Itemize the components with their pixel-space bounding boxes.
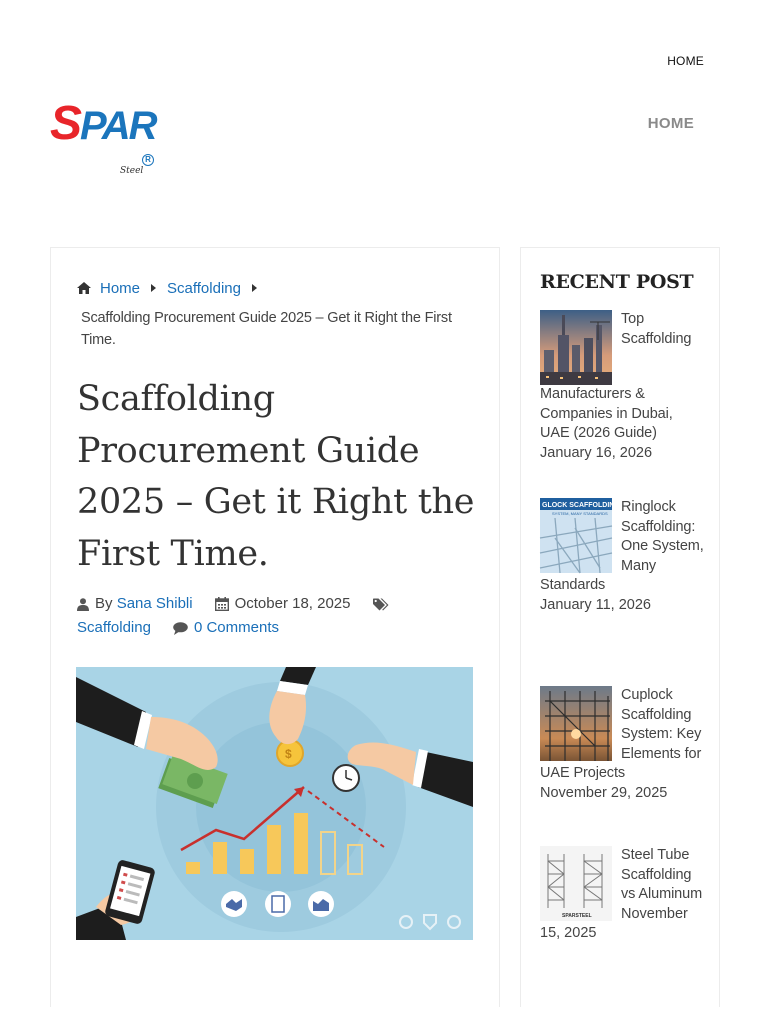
- post-category-link[interactable]: Scaffolding: [77, 619, 151, 636]
- recent-post-thumbnail[interactable]: [540, 846, 612, 921]
- recent-post-title[interactable]: Cuplock Scaffolding System: Key Elements for UAE Projects: [540, 687, 702, 781]
- recent-post-title[interactable]: Ringlock Scaffolding: One System, Many Standards: [540, 499, 704, 593]
- breadcrumb-home-link[interactable]: Home: [100, 279, 141, 297]
- recent-post-title[interactable]: Top Scaffolding Manufacturers & Companies in Dubai, UAE (2026 Guide): [540, 311, 692, 441]
- recent-post-item[interactable]: [540, 310, 705, 463]
- site-logo[interactable]: [50, 97, 160, 184]
- breadcrumb-current: Scaffolding Procurement Guide 2025 – Get it Right the First Time.: [81, 310, 452, 348]
- recent-post-title[interactable]: Steel Tube Scaffolding vs Aluminum: [621, 847, 703, 902]
- thumbnail-banner-text: GLOCK SCAFFOLDING: [542, 502, 620, 509]
- procurement-illustration: [76, 667, 473, 940]
- recent-post-thumbnail[interactable]: [540, 686, 612, 761]
- nav-home-link[interactable]: HOME: [647, 115, 694, 132]
- article-card: [50, 247, 500, 1007]
- recent-post-item[interactable]: [540, 498, 705, 615]
- post-meta: [77, 592, 477, 640]
- registered-mark: R: [142, 154, 154, 166]
- recent-post-date: January 16, 2026: [540, 444, 653, 461]
- post-date: October 18, 2025: [234, 595, 351, 612]
- page-title: Scaffolding Procurement Guide 2025 – Get it Right the First Time.: [77, 379, 475, 574]
- author-link[interactable]: Sana Shibli: [116, 595, 193, 612]
- sidebar-recent-posts: [520, 247, 720, 1007]
- thumbnail-banner-subtext: SYSTEM, MANY STANDARDS: [552, 511, 608, 516]
- breadcrumb-category-link[interactable]: Scaffolding: [167, 279, 241, 297]
- logo-wordmark: SPAR: [50, 97, 156, 150]
- calendar-icon: [215, 597, 229, 611]
- comments-link[interactable]: 0 Comments: [193, 619, 279, 636]
- tags-icon: [373, 598, 390, 611]
- home-icon: [77, 282, 91, 294]
- logo-subtitle: Steel: [120, 166, 144, 176]
- sidebar-title: RECENT POST: [540, 271, 694, 293]
- recent-post-thumbnail[interactable]: [540, 498, 620, 573]
- caret-right-icon: [151, 284, 156, 292]
- svg-text:$: $: [285, 747, 292, 761]
- by-label: By: [95, 595, 113, 612]
- recent-post-date: January 11, 2026: [540, 596, 651, 613]
- recent-post-date: November 15, 2025: [540, 905, 688, 941]
- comment-icon: [173, 622, 188, 635]
- nav-home-link-top[interactable]: HOME: [667, 54, 704, 68]
- recent-post-item[interactable]: [540, 846, 705, 944]
- recent-post-thumbnail[interactable]: [540, 310, 612, 385]
- thumbnail-brand-text: SPARSTEEL: [562, 913, 592, 919]
- recent-post-item[interactable]: [540, 686, 705, 803]
- featured-image: [76, 667, 473, 940]
- recent-post-date: November 29, 2025: [540, 784, 668, 801]
- site-header: [0, 0, 768, 230]
- caret-right-icon: [252, 284, 257, 292]
- user-icon: [77, 598, 89, 611]
- breadcrumb: [77, 278, 477, 351]
